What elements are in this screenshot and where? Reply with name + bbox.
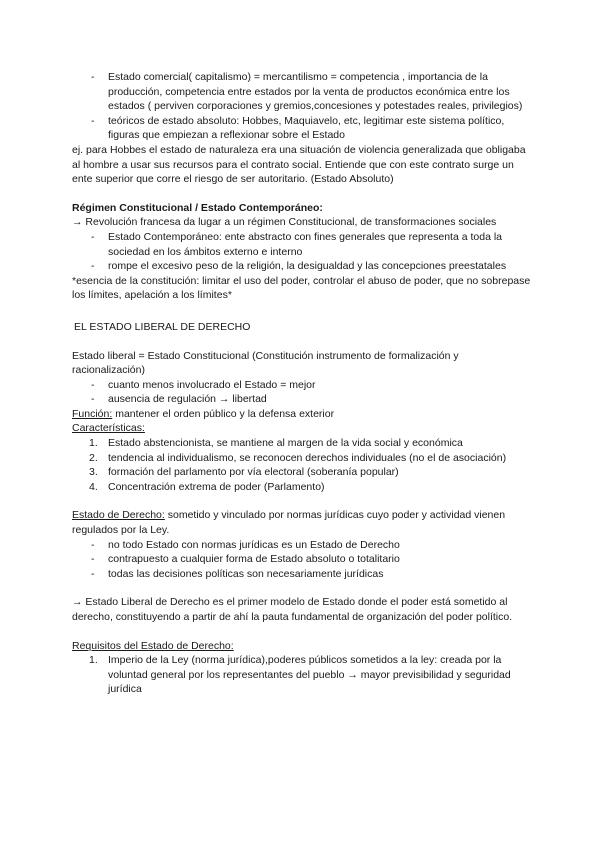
list-item: - Estado Contemporáneo: ente abstracto con fines generales que representa a toda la sociedad en los ámbitos externo e interno <box>72 230 532 259</box>
absolutism-bullet-list <box>72 70 532 143</box>
requisitos-label: Requisitos del Estado de Derecho: <box>72 639 234 652</box>
constitution-note: *esencia de la constitución: limitar el uso del poder, controlar el abuso de poder, que no sobrepase los límites, apelación a los límites* <box>72 274 531 302</box>
list-item: - Estado comercial( capitalismo) = mercantilismo = competencia , importancia de la producción, competencia entre estados por la venta de productos económica entre los estados ( perviven corporaciones y gremios,concesiones y potestades reales, privilegios) <box>72 70 532 114</box>
list-item: - contrapuesto a cualquier forma de Estado absoluto o totalitario <box>72 552 532 567</box>
item-text: Imperio de la Ley (norma jurídica),poderes públicos sometidos a la ley: creada por la voluntad general por los representantes del pueblo → mayor previsibilidad y seguridad jurídica <box>108 654 511 696</box>
list-item <box>72 436 532 451</box>
regimen-heading: Régimen Constitucional / Estado Contemporáneo: <box>72 201 323 214</box>
list-item <box>72 653 532 697</box>
liberal-intro: Estado liberal = Estado Constitucional (Constitución instrumento de formalización y racionalización) <box>72 349 459 377</box>
item-text: Estado abstencionista, se mantiene al margen de la vida social y económica <box>108 437 463 450</box>
regimen-bullet-list <box>72 230 532 274</box>
list-item: - todas las decisiones políticas son necesariamente jurídicas <box>72 567 532 582</box>
caracteristicas-list <box>72 436 532 494</box>
item-number: 4. <box>89 480 98 493</box>
list-item <box>72 451 532 466</box>
funcion-line <box>72 407 532 422</box>
document-content <box>72 70 532 697</box>
item-number: 3. <box>89 466 98 479</box>
estado-derecho-text: sometido y vinculado por normas jurídicas cuyo poder y actividad vienen regulados por la Ley. <box>72 509 506 537</box>
estado-derecho-conclusion: → Estado Liberal de Derecho es el primer modelo de Estado donde el poder está sometido al derecho, constituyendo a partir de ahí la pauta fundamental de organización del poder político. <box>72 596 513 623</box>
funcion-text: mantener el orden público y la defensa exterior <box>112 407 335 420</box>
list-item: - no todo Estado con normas jurídicas es un Estado de Derecho <box>72 538 532 553</box>
liberal-heading: EL ESTADO LIBERAL DE DERECHO <box>74 320 251 333</box>
list-item: - ausencia de regulación → libertad <box>72 392 532 407</box>
caracteristicas-label: Características: <box>72 422 145 435</box>
regimen-intro: → Revolución francesa da lugar a un régimen Constitucional, de transformaciones sociales <box>72 216 497 229</box>
item-number: 2. <box>89 451 98 464</box>
item-text: Concentración extrema de poder (Parlamento) <box>108 480 325 493</box>
item-number: 1. <box>89 437 98 450</box>
liberal-bullet-list <box>72 378 532 407</box>
item-text: formación del parlamento por vía electoral (soberanía popular) <box>108 466 399 479</box>
list-item: - teóricos de estado absoluto: Hobbes, Maquiavelo, etc, legitimar este sistema político, figuras que empiezan a reflexionar sobre el Estado <box>72 114 532 143</box>
list-item: - rompe el excesivo peso de la religión, la desigualdad y las concepciones preestatales <box>72 259 532 274</box>
list-item <box>72 480 532 495</box>
requisitos-list <box>72 653 532 697</box>
item-text: tendencia al individualismo, se reconocen derechos individuales (no el de asociación) <box>108 451 507 464</box>
hobbes-paragraph: ej. para Hobbes el estado de naturaleza era una situación de violencia generalizada que obligaba al hombre a usar sus recursos para el contrato social. Entiende que con este contrato surge un ente superior que corre el riesgo de ser autoritario. (Estado Absoluto) <box>72 143 526 186</box>
list-item <box>72 465 532 480</box>
list-item: - cuanto menos involucrado el Estado = mejor <box>72 378 532 393</box>
estado-derecho-bullet-list <box>72 538 532 582</box>
item-number: 1. <box>89 654 98 667</box>
funcion-label: Función: <box>72 407 113 420</box>
estado-derecho-label: Estado de Derecho: <box>72 509 165 522</box>
estado-derecho-definition <box>72 508 532 537</box>
